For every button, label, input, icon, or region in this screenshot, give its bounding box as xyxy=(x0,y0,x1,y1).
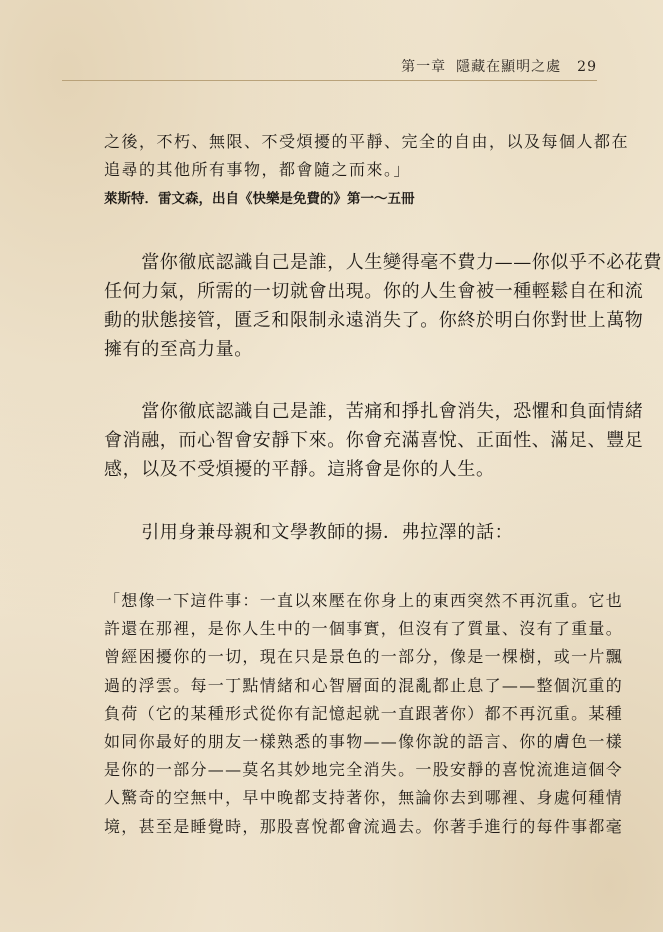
paragraph xyxy=(104,248,662,364)
block-quote-line: 負荷（它的某種形式從你有記憶起就一直跟著你）都不再沉重。某種 xyxy=(104,703,624,723)
page-number: 29 xyxy=(577,59,597,75)
quote-line: 之後，不朽、無限、不受煩擾的平靜、完全的自由，以及每個人都在 xyxy=(104,132,630,151)
running-header xyxy=(401,56,597,76)
block-quote-line: 境，甚至是睡覺時，那股喜悅都會流過去。你著手進行的每件事都毫 xyxy=(104,816,624,836)
paragraph-line: 當你徹底認識自己是誰，苦痛和掙扎會消失，恐懼和負面情緒 xyxy=(104,401,644,422)
quote-line: 追尋的其他所有事物，都會隨之而來。」 xyxy=(104,160,412,179)
chapter-label: 第一章 xyxy=(401,59,447,75)
block-quote-line: 許還在那裡，是你人生中的一個事實，但沒有了質量、沒有了重量。 xyxy=(104,619,624,639)
paragraph-line: 會消融，而心智會安靜下來。你會充滿喜悅、正面性、滿足、豐足 xyxy=(104,430,644,451)
block-quote-line: 「想像一下這件事：一直以來壓在你身上的東西突然不再沉重。它也 xyxy=(104,591,624,610)
paragraph-line: 動的狀態接管，匱乏和限制永遠消失了。你終於明白你對世上萬物 xyxy=(104,310,644,331)
paragraph-line: 任何力氣，所需的一切就會出現。你的人生會被一種輕鬆自在和流 xyxy=(104,281,644,302)
block-quote-line: 如同你最好的朋友一樣熟悉的事物——像你說的語言、你的膚色一樣 xyxy=(104,732,624,752)
header-rule xyxy=(62,80,597,81)
paragraph-line: 感，以及不受煩擾的平靜。這將會是你的人生。 xyxy=(104,459,495,480)
paragraph xyxy=(104,518,598,547)
paragraph-line: 擁有的至高力量。 xyxy=(104,339,253,360)
block-quote-line: 人驚奇的空無中，早中晚都支持著你，無論你去到哪裡、身處何種情 xyxy=(104,788,624,808)
block-quote-line: 曾經困擾你的一切，現在只是景色的一部分，像是一棵樹，或一片飄 xyxy=(104,647,624,667)
intro-quote xyxy=(104,128,630,210)
quote-citation: 萊斯特．雷文森，出自《快樂是免費的》第一～五冊 xyxy=(104,191,415,207)
block-quote xyxy=(104,587,624,841)
paragraph-line: 引用身兼母親和文學教師的揚．弗拉澤的話： xyxy=(104,522,514,543)
block-quote-line: 是你的一部分——莫名其妙地完全消失。一股安靜的喜悅流進這個令 xyxy=(104,760,624,780)
chapter-title: 隱藏在顯明之處 xyxy=(456,59,562,75)
paragraph xyxy=(104,397,644,484)
page-body xyxy=(104,128,662,841)
paragraph-line: 當你徹底認識自己是誰，人生變得毫不費力——你似乎不必花費 xyxy=(104,252,662,273)
block-quote-line: 過的浮雲。每一丁點情緒和心智層面的混亂都止息了——整個沉重的 xyxy=(104,675,624,695)
